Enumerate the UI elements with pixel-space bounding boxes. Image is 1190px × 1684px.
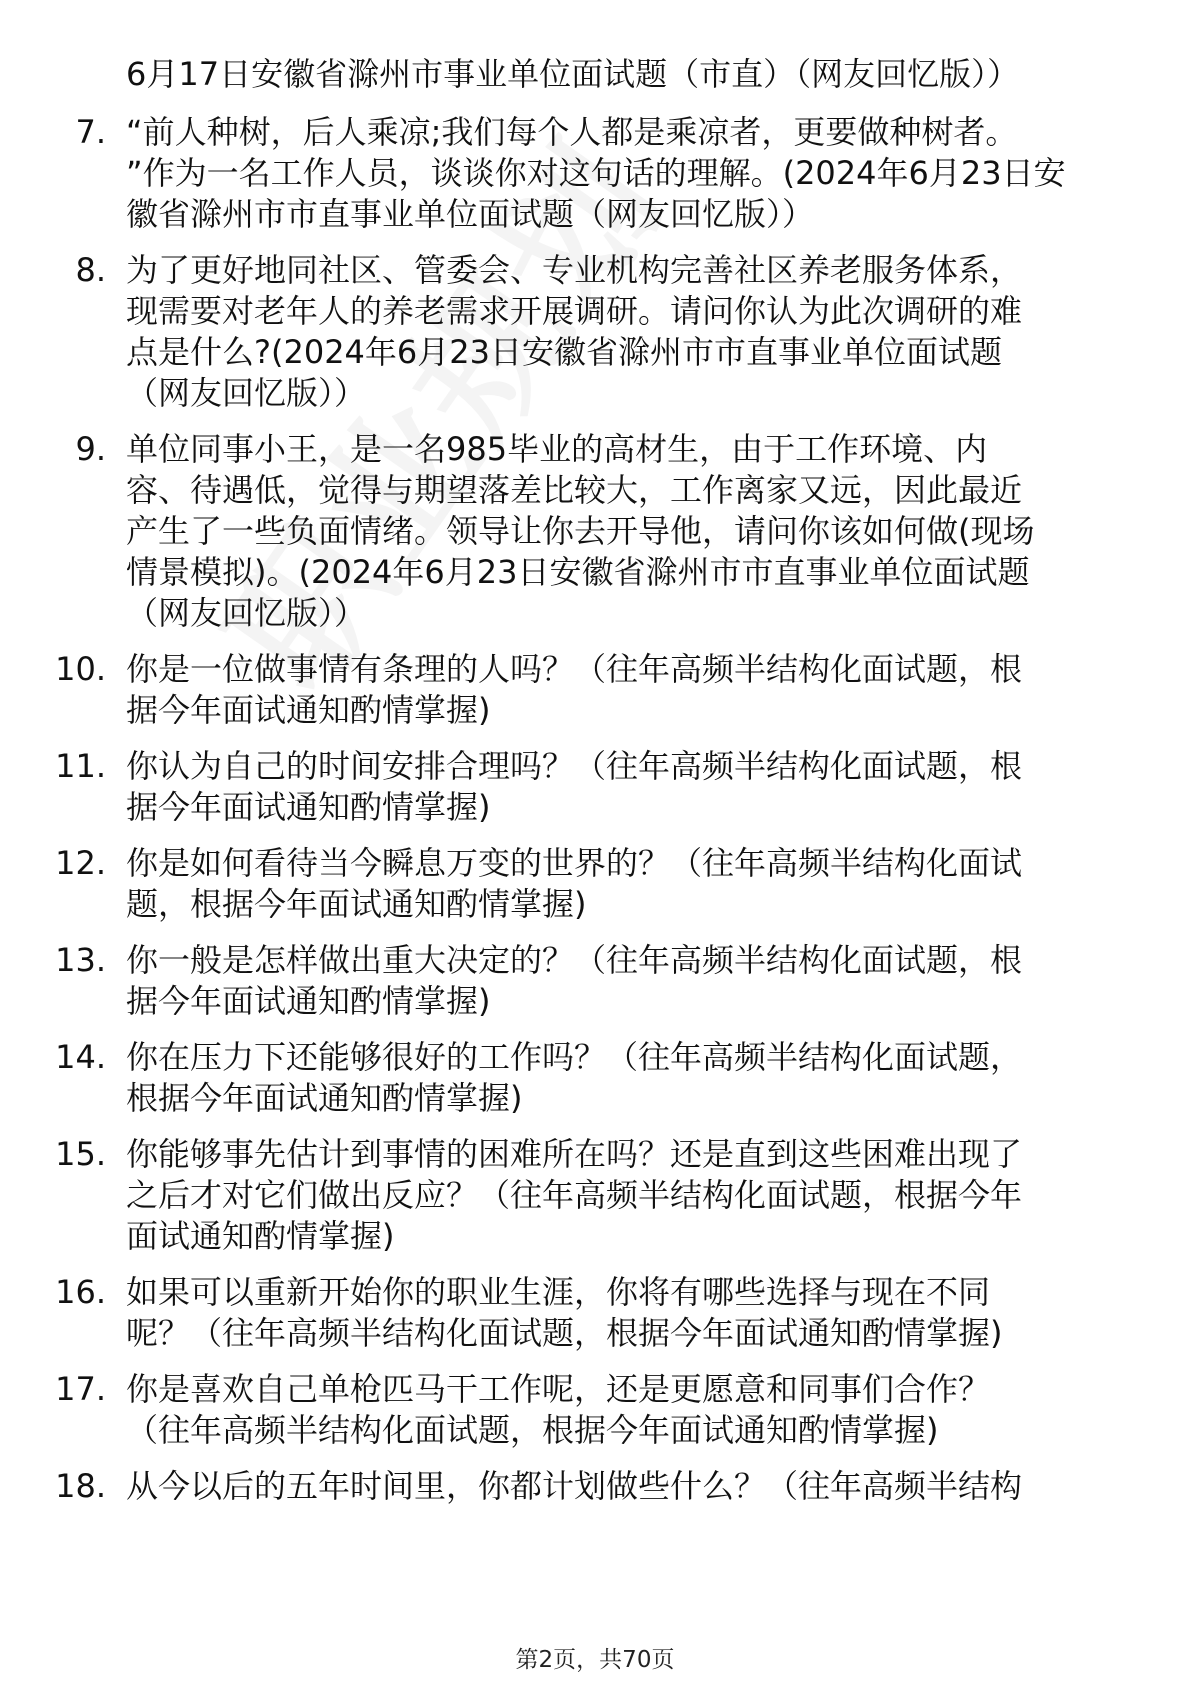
item-text-line: 徽省滁州市市直事业单位面试题（网友回忆版））	[126, 195, 815, 233]
item-text-line: （往年高频半结构化面试题，根据今年面试通知酌情掌握)	[126, 1411, 939, 1449]
item-text-line: 你在压力下还能够很好的工作吗？（往年高频半结构化面试题，	[126, 1038, 1023, 1076]
item-number: 14.	[55, 1038, 106, 1076]
item-text-line: 为了更好地同社区、管委会、专业机构完善社区养老服务体系，	[126, 251, 1023, 289]
item-text-line: ”作为一名工作人员，谈谈你对这句话的理解。(2024年6月23日安	[126, 154, 1066, 192]
item-text-line: “前人种树，后人乘凉;我们每个人都是乘凉者，更要做种树者。	[126, 113, 1018, 151]
item-text-line: 之后才对它们做出反应？（往年高频半结构化面试题，根据今年	[126, 1176, 1023, 1214]
item-text-line: （网友回忆版））	[126, 374, 367, 412]
item-number: 8.	[75, 251, 106, 289]
item-text-line: 如果可以重新开始你的职业生涯，你将有哪些选择与现在不同	[126, 1273, 991, 1311]
item-text-line: 据今年面试通知酌情掌握)	[126, 691, 491, 729]
item-number: 18.	[55, 1467, 106, 1505]
item-number: 9.	[75, 430, 106, 468]
item-text-line: 点是什么?(2024年6月23日安徽省滁州市市直事业单位面试题	[126, 333, 1002, 371]
item-text-line: 你是如何看待当今瞬息万变的世界的？（往年高频半结构化面试	[126, 844, 1023, 882]
item-text-line: 据今年面试通知酌情掌握)	[126, 982, 491, 1020]
item-text-line: 你认为自己的时间安排合理吗？（往年高频半结构化面试题，根	[126, 747, 1023, 785]
item-number: 11.	[55, 747, 106, 785]
item-text-line: 从今以后的五年时间里，你都计划做些什么？（往年高频半结构	[126, 1467, 1023, 1505]
item-text-line: 你一般是怎样做出重大决定的？（往年高频半结构化面试题，根	[126, 941, 1023, 979]
item-text-line: 产生了一些负面情绪。领导让你去开导他，请问你该如何做(现场	[126, 512, 1035, 550]
item-text-line: 你能够事先估计到事情的困难所在吗？还是直到这些困难出现了	[126, 1135, 1023, 1173]
item-number: 13.	[55, 941, 106, 979]
item-text-line: 你是一位做事情有条理的人吗？（往年高频半结构化面试题，根	[126, 650, 1023, 688]
item-number: 7.	[75, 113, 106, 151]
item-number: 15.	[55, 1135, 106, 1173]
item-text-line: 情景模拟)。(2024年6月23日安徽省滁州市市直事业单位面试题	[126, 553, 1030, 591]
item-text-line: 现需要对老年人的养老需求开展调研。请问你认为此次调研的难	[126, 292, 1023, 330]
item-number: 10.	[55, 650, 106, 688]
item-text-line: 容、待遇低，觉得与期望落差比较大，工作离家又远，因此最近	[126, 471, 1023, 509]
page-footer: 第2页，共70页	[515, 1647, 675, 1673]
item-text-line: 根据今年面试通知酌情掌握)	[126, 1079, 523, 1117]
item-text-line: 题，根据今年面试通知酌情掌握)	[126, 885, 587, 923]
item-text-line: 你是喜欢自己单枪匹马干工作呢，还是更愿意和同事们合作？	[126, 1370, 991, 1408]
intro-line: 6月17日安徽省滁州市事业单位面试题（市直）（网友回忆版））	[126, 55, 1020, 93]
item-number: 17.	[55, 1370, 106, 1408]
item-text-line: 据今年面试通知酌情掌握)	[126, 788, 491, 826]
item-number: 16.	[55, 1273, 106, 1311]
item-text-line: 单位同事小王，是一名985毕业的高材生，由于工作环境、内	[126, 430, 988, 468]
item-text-line: 呢？（往年高频半结构化面试题，根据今年面试通知酌情掌握)	[126, 1314, 1003, 1352]
item-number: 12.	[55, 844, 106, 882]
item-text-line: 面试通知酌情掌握)	[126, 1217, 395, 1255]
item-text-line: （网友回忆版））	[126, 594, 367, 632]
